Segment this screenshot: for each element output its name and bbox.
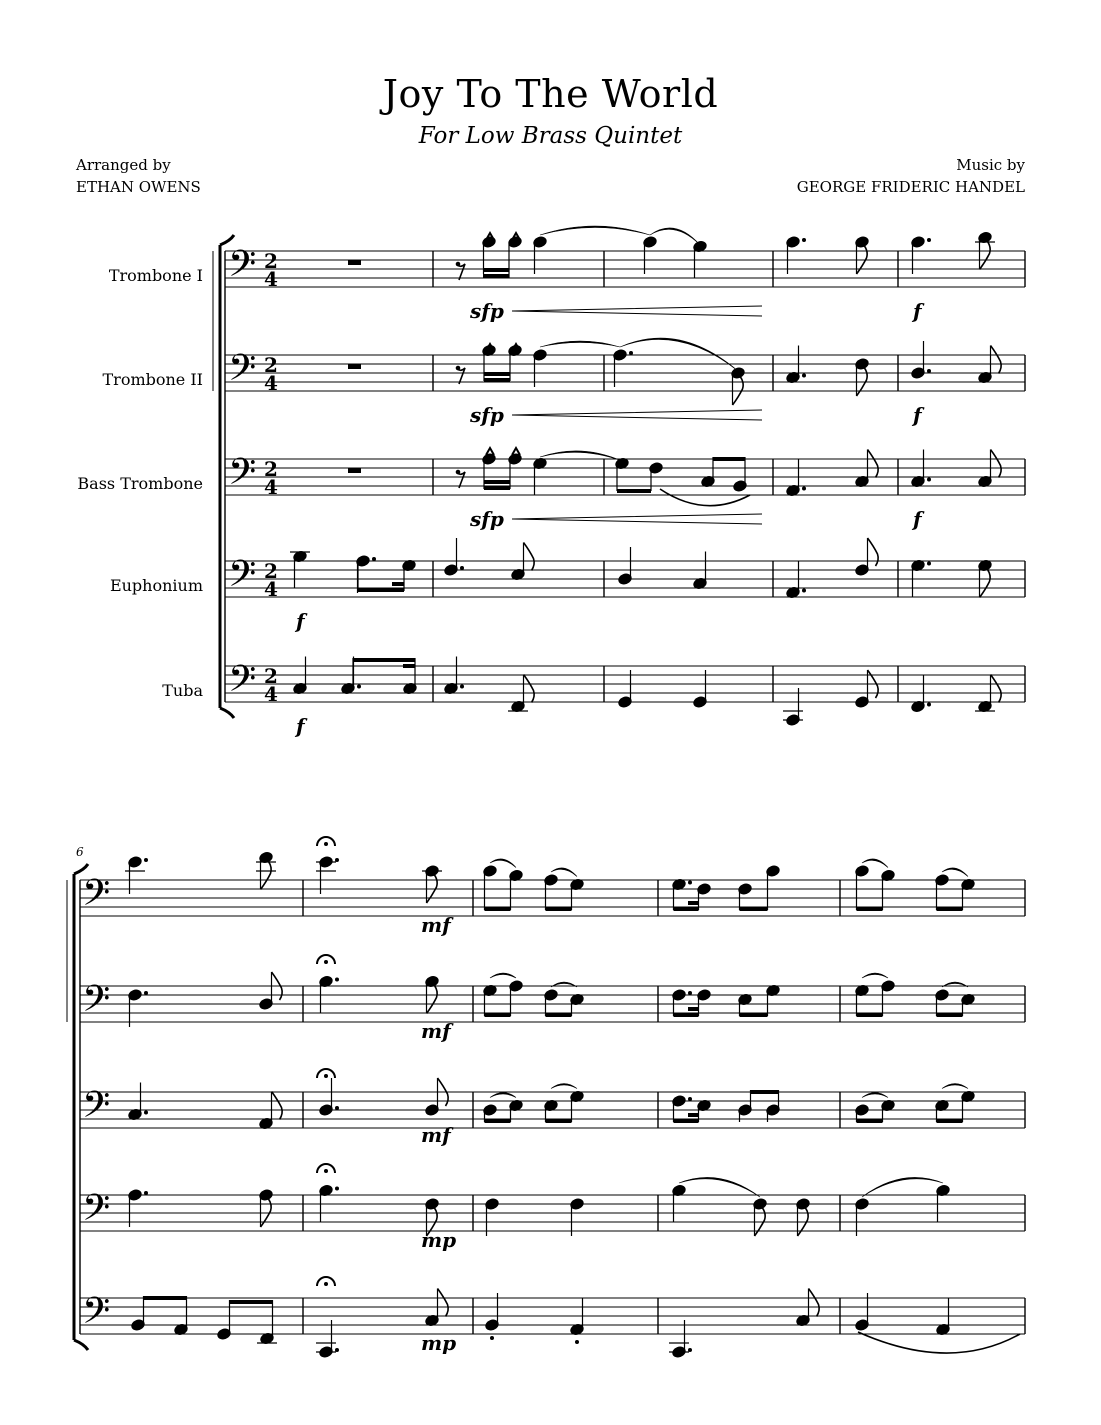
dynamic-mf: mf <box>421 1123 451 1147</box>
note-flag <box>868 538 879 566</box>
staccato-dot <box>490 1336 494 1340</box>
note-flag <box>427 986 438 1014</box>
time-signature-bottom: 4 <box>264 267 278 291</box>
dynamic-sfp: sfp <box>470 507 504 531</box>
note-beam <box>674 1119 699 1123</box>
augmentation-dot <box>927 562 931 566</box>
bass-clef: 𝄢 <box>82 872 111 923</box>
note-beam <box>937 907 963 911</box>
fermata-dot <box>324 960 328 964</box>
note-beam <box>617 489 651 493</box>
note-beam <box>485 1119 511 1123</box>
bass-clef: 𝄢 <box>228 553 257 604</box>
note-beam <box>937 1119 963 1123</box>
dynamic-mf: mf <box>421 913 451 937</box>
note-flag <box>991 675 1002 703</box>
slur <box>540 226 650 235</box>
piece-title: Joy To The World <box>382 72 719 116</box>
bass-clef: 𝄢 <box>228 347 257 398</box>
note-flag <box>868 450 879 478</box>
time-signature-top: 2 <box>264 664 278 688</box>
staccato-dot <box>575 1340 579 1344</box>
note-flag <box>980 570 991 598</box>
eighth-rest-dot <box>456 470 461 475</box>
arranger-label: Arranged by <box>76 156 171 174</box>
decrescendo-hairpin <box>512 306 762 316</box>
bass-clef: 𝄢 <box>228 451 257 502</box>
augmentation-dot <box>335 978 339 982</box>
augmentation-dot <box>688 991 692 995</box>
fermata-dot <box>324 1282 328 1286</box>
bass-clef: 𝄢 <box>228 243 257 294</box>
whole-rest <box>348 260 361 265</box>
note-beam <box>485 1013 511 1017</box>
note-beam <box>230 1300 273 1304</box>
note-beam <box>751 1090 779 1094</box>
note-beam <box>485 907 511 911</box>
augmentation-dot <box>688 1097 692 1101</box>
note-beam <box>713 457 745 461</box>
time-signature-bottom: 4 <box>264 371 278 395</box>
note-flag <box>524 675 535 703</box>
note-flag <box>980 242 991 270</box>
augmentation-dot <box>927 703 931 707</box>
augmentation-dot <box>927 369 931 373</box>
dynamic-mp: mp <box>421 1228 457 1252</box>
note-beam <box>144 1296 187 1300</box>
eighth-rest-dot <box>456 366 461 371</box>
composer-name: GEORGE FRIDERIC HANDEL <box>796 178 1025 196</box>
time-signature-top: 2 <box>264 249 278 273</box>
slur <box>942 1084 968 1089</box>
augmentation-dot <box>144 1191 148 1195</box>
note-beam <box>483 268 509 272</box>
dynamic-sfp: sfp <box>470 403 504 427</box>
note-flag <box>272 1092 283 1120</box>
instrument-label-trombone-2: Trombone II <box>102 370 203 389</box>
note-beam <box>484 480 510 484</box>
note-beam <box>358 588 404 592</box>
whole-rest <box>348 468 361 473</box>
slur <box>858 1332 1020 1353</box>
note-flag <box>438 1289 449 1317</box>
augmentation-dot <box>802 238 806 242</box>
augmentation-dot <box>927 238 931 242</box>
dynamic-f: f <box>296 609 305 633</box>
decrescendo-hairpin <box>512 410 762 420</box>
note-beam <box>857 1013 883 1017</box>
note-beam <box>740 907 768 911</box>
note-beam <box>484 486 510 490</box>
slur <box>679 1177 760 1197</box>
augmentation-dot <box>357 685 361 689</box>
slur <box>660 489 750 506</box>
slur <box>650 228 700 245</box>
time-signature-bottom: 4 <box>264 577 278 601</box>
note-beam <box>688 1007 699 1011</box>
note-beam <box>857 1119 883 1123</box>
whole-rest <box>348 364 361 369</box>
augmentation-dot <box>335 1106 339 1110</box>
slur <box>551 1084 577 1089</box>
fermata-dot <box>324 1074 328 1078</box>
slur <box>540 341 620 347</box>
dynamic-f: f <box>913 299 922 323</box>
slur <box>862 973 888 978</box>
eighth-rest-dot <box>456 262 461 267</box>
instrument-label-trombone-1: Trombone I <box>108 266 203 285</box>
note-beam <box>546 1013 572 1017</box>
fermata-dot <box>324 1169 328 1173</box>
augmentation-dot <box>144 858 148 862</box>
augmentation-dot <box>460 566 464 570</box>
note-flag <box>261 862 272 890</box>
dynamic-sfp: sfp <box>470 299 504 323</box>
dynamic-mf: mf <box>421 1019 451 1043</box>
note-flag <box>809 1289 820 1317</box>
note-beam <box>546 1119 572 1123</box>
time-signature-bottom: 4 <box>264 475 278 499</box>
augmentation-dot <box>688 881 692 885</box>
bass-clef: 𝄢 <box>228 658 257 709</box>
instrument-label-tuba: Tuba <box>162 681 203 700</box>
slur <box>862 1093 888 1098</box>
note-beam <box>937 1013 963 1017</box>
augmentation-dot <box>802 589 806 593</box>
note-beam <box>353 658 415 662</box>
dynamic-f: f <box>913 507 922 531</box>
bass-clef: 𝄢 <box>82 1187 111 1238</box>
time-signature-bottom: 4 <box>264 682 278 706</box>
note-beam <box>403 664 415 668</box>
bass-clef: 𝄢 <box>82 1084 111 1135</box>
note-beam <box>857 907 883 911</box>
composer-label: Music by <box>956 156 1025 174</box>
note-beam <box>674 1013 699 1017</box>
note-beam <box>740 1013 768 1017</box>
dynamic-f: f <box>296 714 305 738</box>
augmentation-dot <box>372 557 376 561</box>
decrescendo-hairpin <box>512 514 762 524</box>
augmentation-dot <box>335 1187 339 1191</box>
arranger-name: ETHAN OWENS <box>76 178 201 196</box>
fermata-dot <box>324 842 328 846</box>
note-head <box>508 236 523 249</box>
time-signature-top: 2 <box>264 353 278 377</box>
dynamic-f: f <box>913 403 922 427</box>
note-flag <box>991 346 1002 374</box>
note-beam <box>688 1113 699 1117</box>
augmentation-dot <box>629 351 633 355</box>
piece-subtitle: For Low Brass Quintet <box>418 123 683 149</box>
time-signature-top: 2 <box>264 457 278 481</box>
note-flag <box>991 450 1002 478</box>
augmentation-dot <box>460 685 464 689</box>
note-beam <box>483 274 509 278</box>
note-beam <box>674 907 699 911</box>
slur <box>490 1093 516 1098</box>
instrument-label-bass-trombone: Bass Trombone <box>77 474 203 493</box>
augmentation-dot <box>802 487 806 491</box>
note-beam <box>688 901 699 905</box>
note-beam <box>484 378 510 382</box>
bass-clef: 𝄢 <box>82 978 111 1029</box>
slur <box>490 973 516 978</box>
slur <box>862 1177 943 1197</box>
time-signature-top: 2 <box>264 559 278 583</box>
augmentation-dot <box>144 991 148 995</box>
instrument-label-euphonium: Euphonium <box>109 576 203 595</box>
note-beam <box>546 907 572 911</box>
dynamic-mp: mp <box>421 1331 457 1355</box>
note-beam <box>484 372 510 376</box>
note-flag <box>524 543 535 571</box>
note-beam <box>392 582 404 586</box>
augmentation-dot <box>927 478 931 482</box>
bass-clef: 𝄢 <box>82 1290 111 1341</box>
augmentation-dot <box>802 374 806 378</box>
augmentation-dot <box>144 1111 148 1115</box>
measure-number: 6 <box>76 845 84 859</box>
